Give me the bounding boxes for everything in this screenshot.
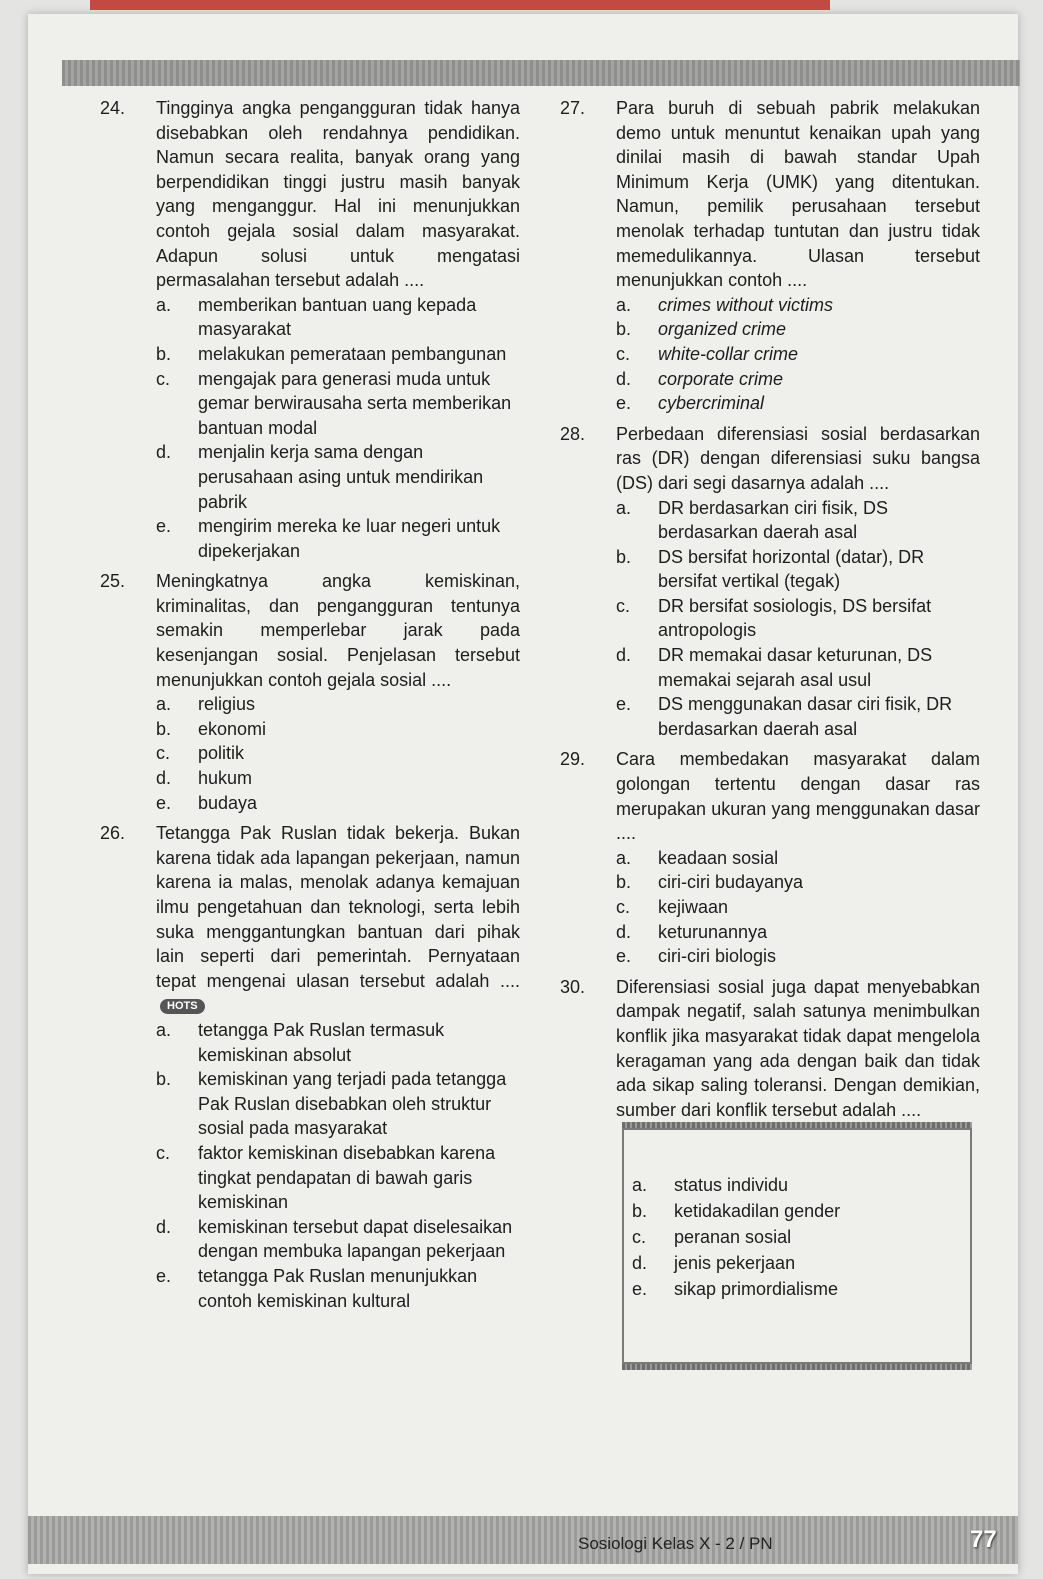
question-24: [100, 96, 520, 563]
option-text: mengajak para generasi muda untuk gemar berwirausaha serta memberikan bantuan modal: [198, 368, 512, 438]
question-26: [100, 821, 520, 1313]
option-letter: c.: [616, 343, 631, 364]
option-c: [616, 895, 980, 920]
question-29: [560, 747, 980, 968]
option-text: kemiskinan yang terjadi pada tetangga Pak Ruslan disebabkan oleh struktur sosial pada masyarakat: [198, 1069, 507, 1139]
option-c: [616, 342, 980, 367]
question-number: 25.: [100, 571, 126, 592]
option-letter: b.: [632, 1201, 648, 1222]
option-letter: c.: [616, 897, 631, 917]
option-e: [616, 692, 980, 741]
option-letter: e.: [156, 1265, 172, 1286]
question-stem: [560, 975, 980, 1123]
option-a: [616, 846, 980, 871]
option-text: tetangga Pak Ruslan termasuk kemiskinan absolut: [198, 1019, 445, 1065]
question-number: 28.: [560, 423, 586, 444]
question-stem: [100, 96, 520, 293]
option-letter: d.: [616, 645, 632, 666]
option-letter: e.: [632, 1279, 648, 1300]
option-text: DR berdasarkan ciri fisik, DS berdasarkan daerah asal: [658, 497, 889, 543]
option-c: [632, 1224, 960, 1250]
option-text: organized crime: [658, 319, 787, 340]
option-text: menjalin kerja sama dengan perusahaan asing untuk mendirikan pabrik: [198, 442, 484, 512]
option-text: kejiwaan: [658, 897, 729, 917]
option-text: politik: [198, 743, 245, 764]
question-stem: [560, 422, 980, 496]
option-d: [156, 1215, 520, 1264]
option-text: peranan sosial: [674, 1227, 792, 1248]
option-c: [156, 367, 520, 441]
option-text: mengirim mereka ke luar negeri untuk dipekerjakan: [198, 516, 501, 561]
question-text-block: [616, 96, 980, 293]
question-28: [560, 422, 980, 742]
question-text: Tingginya angka pengangguran tidak hanya disebabkan oleh rendahnya pendidikan. Namun secara realita, banyak orang yang berpendidikan tinggi justru masih banyak yang menganggur. Hal ini menunjukkan contoh gejala sosial dalam masyarakat. Adapun solusi untuk mengatasi permasalahan tersebut adalah ....: [156, 98, 520, 291]
option-d: [156, 440, 520, 514]
option-letter: d.: [632, 1253, 648, 1274]
option-c: [616, 594, 980, 643]
option-text: melakukan pemerataan pembangunan: [198, 343, 507, 364]
option-letter: b.: [156, 343, 172, 364]
page-number: 77: [970, 1526, 997, 1553]
question-number: 30.: [560, 976, 586, 997]
header-band: [62, 60, 1020, 86]
option-a: [156, 293, 520, 342]
option-text: ekonomi: [198, 718, 267, 739]
option-text: DS menggunakan dasar ciri fisik, DR berdasarkan daerah asal: [658, 694, 953, 739]
option-e: [156, 514, 520, 563]
option-text: corporate crime: [658, 368, 784, 389]
option-letter: c.: [156, 1142, 171, 1163]
option-text: crimes without victims: [658, 294, 834, 315]
option-d: [632, 1250, 960, 1276]
options-list: [156, 293, 520, 564]
question-27: [560, 96, 980, 416]
option-letter: a.: [616, 497, 632, 518]
question-stem: [560, 747, 980, 845]
hots-badge: HOTS: [160, 999, 205, 1014]
option-letter: d.: [616, 921, 632, 942]
option-letter: c.: [616, 595, 631, 616]
option-b: [156, 1067, 520, 1141]
option-letter: a.: [616, 294, 632, 315]
option-letter: e.: [156, 516, 172, 537]
option-text: memberikan bantuan uang kepada masyarakat: [198, 294, 477, 340]
question-text-block: [156, 96, 520, 293]
option-letter: e.: [156, 792, 172, 813]
cover-edge: [90, 0, 830, 10]
question-text-block: [156, 821, 520, 1018]
option-c: [156, 741, 520, 766]
option-b: [632, 1198, 960, 1224]
option-letter: b.: [156, 1069, 172, 1090]
option-d: [156, 766, 520, 791]
option-text: budaya: [198, 792, 258, 813]
option-a: [156, 1018, 520, 1067]
option-letter: a.: [156, 1019, 172, 1040]
option-text: kemiskinan tersebut dapat diselesaikan dengan membuka lapangan pekerjaan: [198, 1216, 513, 1262]
option-d: [616, 367, 980, 392]
option-d: [616, 643, 980, 692]
option-letter: d.: [156, 1216, 172, 1237]
footer-band: [28, 1516, 1018, 1564]
question-text-block: [616, 422, 980, 496]
option-text: faktor kemiskinan disebabkan karena tingkat pendapatan di bawah garis kemiskinan: [198, 1142, 496, 1213]
options-list: [156, 1018, 520, 1313]
option-text: keturunannya: [658, 921, 768, 942]
options-list: [616, 293, 980, 416]
option-b: [156, 717, 520, 742]
question-text: Cara membedakan masyarakat dalam golongan tertentu dengan dasar ras merupakan ukuran yang menggunakan dasar ....: [616, 749, 980, 844]
question-text: Tetangga Pak Ruslan tidak bekerja. Bukan karena tidak ada lapangan pekerjaan, namun karena ia malas, menolak adanya kemajuan ilmu pengetahuan dan teknologi, serta lebih suka menggantungkan bantuan dari pihak lain seperti dari pemerintah. Pernyataan tepat mengenai ulasan tersebut adalah ....: [156, 823, 520, 991]
question-25: [100, 569, 520, 815]
option-letter: d.: [156, 768, 172, 789]
question-text: Perbedaan diferensiasi sosial berdasarkan ras (DR) dengan diferensiasi suku bangsa (DS) dari segi dasarnya adalah ....: [616, 423, 980, 493]
option-letter: c.: [156, 368, 171, 389]
right-column: [560, 96, 980, 1364]
question-text-block: [616, 975, 980, 1123]
question-stem: [100, 569, 520, 692]
option-e: [632, 1276, 960, 1302]
option-text: religius: [198, 694, 256, 715]
option-letter: d.: [616, 368, 632, 389]
option-b: [616, 317, 980, 342]
option-letter: e.: [616, 393, 632, 414]
option-a: [156, 692, 520, 717]
option-text: DR memakai dasar keturunan, DS memakai sejarah asal usul: [658, 645, 933, 690]
option-letter: a.: [616, 847, 632, 868]
option-letter: c.: [156, 743, 171, 764]
option-b: [616, 545, 980, 594]
question-number: 26.: [100, 823, 126, 844]
question-number: 29.: [560, 749, 586, 770]
option-text: DR bersifat sosiologis, DS bersifat antropologis: [658, 595, 932, 641]
footer-label: Sosiologi Kelas X - 2 / PN: [578, 1534, 773, 1553]
option-text: status individu: [674, 1175, 789, 1196]
option-text: DS bersifat horizontal (datar), DR bersifat vertikal (tegak): [658, 546, 925, 592]
options-list: [156, 692, 520, 815]
option-b: [616, 870, 980, 895]
option-e: [616, 391, 980, 416]
option-letter: e.: [616, 694, 632, 715]
option-c: [156, 1141, 520, 1215]
option-text: ciri-ciri budayanya: [658, 872, 804, 893]
option-text: keadaan sosial: [658, 847, 779, 868]
option-letter: b.: [616, 319, 632, 340]
question-number: 24.: [100, 98, 126, 118]
option-text: ciri-ciri biologis: [658, 946, 777, 967]
option-b: [156, 342, 520, 367]
option-letter: d.: [156, 442, 172, 463]
question-stem: [100, 821, 520, 1018]
question-text-block: [156, 569, 520, 692]
option-text: ketidakadilan gender: [674, 1201, 841, 1222]
question-stem: [560, 96, 980, 293]
option-letter: a.: [156, 294, 172, 315]
option-e: [156, 791, 520, 816]
option-text: cybercriminal: [658, 393, 765, 414]
question-30: [560, 975, 980, 1365]
question-text: Meningkatnya angka kemiskinan, kriminalitas, dan pengangguran tentunya semakin memperlebar jarak pada kesenjangan sosial. Penjelasan tersebut menunjukkan contoh gejala sosial ....: [156, 571, 520, 690]
question-text: Diferensiasi sosial juga dapat menyebabkan dampak negatif, salah satunya menimbulkan konflik jika masyarakat tidak dapat mengelola keragaman yang ada dengan baik dan tidak ada sikap saling toleransi. Dengan demikian, sumber dari konflik tersebut adalah ....: [616, 976, 980, 1120]
option-letter: b.: [616, 546, 632, 567]
left-column: [100, 96, 520, 1313]
options-list: [632, 1172, 960, 1302]
option-a: [632, 1172, 960, 1198]
options-list: [616, 846, 980, 969]
option-text: white-collar crime: [658, 343, 799, 364]
option-a: [616, 293, 980, 318]
option-d: [616, 920, 980, 945]
question-text-block: [616, 747, 980, 845]
option-text: jenis pekerjaan: [674, 1253, 796, 1274]
option-e: [616, 944, 980, 969]
option-text: tetangga Pak Ruslan menunjukkan contoh kemiskinan kultural: [198, 1265, 478, 1311]
options-box: [622, 1128, 972, 1364]
question-text: Para buruh di sebuah pabrik melakukan demo untuk menuntut kenaikan upah yang dinilai masih di bawah standar Upah Minimum Kerja (UMK) yang ditentukan. Namun, pemilik perusahaan tersebut menolak terhadap tuntutan dan justru tidak memedulikannya. Ulasan tersebut menunjukkan contoh ....: [616, 98, 980, 291]
option-letter: b.: [616, 872, 632, 893]
option-e: [156, 1264, 520, 1313]
option-text: sikap primordialisme: [674, 1279, 839, 1300]
option-letter: a.: [632, 1175, 648, 1196]
option-letter: a.: [156, 694, 172, 715]
option-text: hukum: [198, 768, 253, 789]
option-letter: c.: [632, 1227, 647, 1248]
option-letter: e.: [616, 946, 632, 967]
option-a: [616, 496, 980, 545]
question-number: 27.: [560, 98, 586, 118]
option-letter: b.: [156, 718, 172, 739]
options-list: [616, 496, 980, 742]
